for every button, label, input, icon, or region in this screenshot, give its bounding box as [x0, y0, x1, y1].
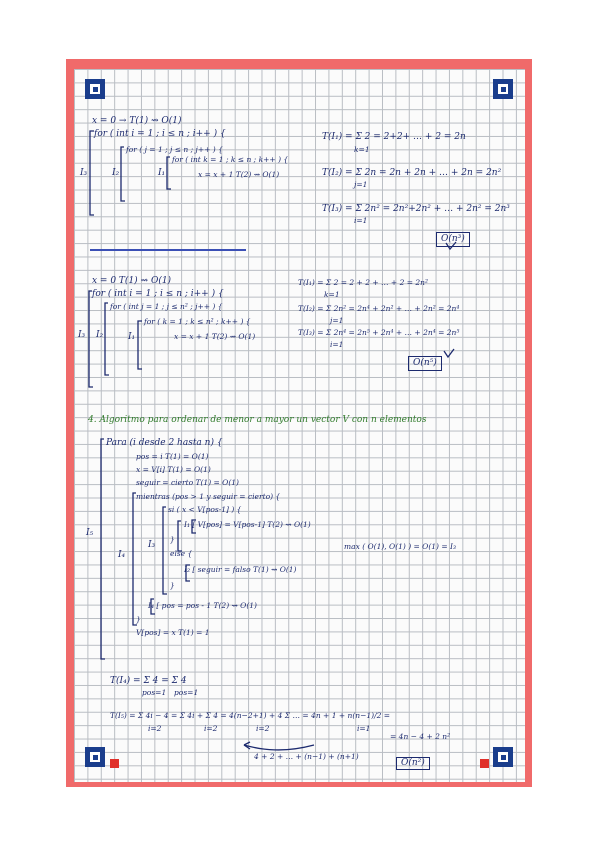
- s3-max-expression: max ( O(1), O(1) ) = O(1) = I₃: [344, 542, 456, 551]
- s3-t-I5: T(I₅) = Σ 4i − 4 = Σ 4i + Σ 4 = 4(n−2+1) + 4 Σ … = 4n + 1 + n(n−1)/2 =: [110, 711, 391, 720]
- s1-line-4: for ( int k = 1 ; k ≤ n ; k++ ) {: [172, 155, 289, 164]
- s1-label-I3: I₃: [80, 168, 88, 178]
- s2-label-I2: I₂: [96, 330, 104, 340]
- s3-t-I4-sub-a: pos=1: [142, 688, 167, 697]
- s1-label-I2: I₂: [112, 168, 120, 178]
- divider-line: [90, 249, 246, 251]
- s3-line-1: Para (i desde 2 hasta n) {: [106, 438, 223, 448]
- s2-eq-3: T(I₃) = Σ 2n⁴ = 2n⁵ + 2n⁴ + … + 2n⁴ = 2n⁵: [298, 328, 460, 337]
- s2-line-3: for ( int j = 1 ; j ≤ n² ; j++ ) {: [110, 302, 223, 311]
- s3-label-I5: I₅: [86, 528, 94, 538]
- s3-line-8: }: [170, 535, 175, 544]
- s2-label-I1: I₁: [128, 332, 136, 342]
- s2-line-1: x = 0 T(1) ⇝ O(1): [92, 276, 172, 286]
- s3-line-2: pos = i T(1) = O(1): [136, 452, 209, 461]
- s3-t-I5-sub-b: i=2: [204, 724, 218, 733]
- s1-line-1: x = 0 → T(1) ⇝ O(1): [92, 116, 182, 126]
- s2-eq-2-sub: j=1: [330, 316, 344, 325]
- s3-answer-box: O(n²): [396, 757, 430, 770]
- s2-eq-1-sub: k=1: [324, 290, 340, 299]
- grid-paper-sheet: [74, 69, 525, 782]
- s1-answer-box: O(n³): [436, 232, 470, 247]
- s3-line-4: seguir = cierto T(1) = O(1): [136, 478, 239, 487]
- s2-line-4: for ( k = 1 ; k ≤ n² ; k++ ) {: [144, 317, 251, 326]
- s1-label-I1: I₁: [158, 168, 166, 178]
- s1-eq-2-sub: j=1: [354, 180, 368, 189]
- s2-eq-1: T(I₁) = Σ 2 = 2 + 2 + … + 2 = 2n²: [298, 278, 429, 287]
- s3-label-I3: I₃: [148, 540, 156, 550]
- s1-line-3: for ( j = 1 ; j ≤ n ; j++ ) {: [126, 145, 223, 154]
- s3-t-I4-sub-b: pos=1: [174, 688, 199, 697]
- s3-label-I4: I₄: [118, 550, 126, 560]
- s3-line-12: I₄ [ pos = pos - 1 T(2) ⇝ O(1): [148, 601, 257, 610]
- s3-t-I5-continuation: = 4n − 4 + 2 n²: [390, 732, 451, 741]
- s2-label-I3: I₃: [78, 330, 86, 340]
- s3-t-I5-sub-d: i=1: [357, 724, 371, 733]
- s1-eq-3: T(I₃) = Σ 2n² = 2n²+2n² + … + 2n² = 2n³: [322, 204, 510, 214]
- s3-line-7: I₁ [ V[pos] = V[pos-1] T(2) ⇝ O(1): [184, 520, 311, 529]
- s3-line-11: }: [170, 581, 175, 590]
- s3-line-14: V[pos] = x T(1) = 1: [136, 628, 210, 637]
- s1-eq-3-sub: i=1: [354, 216, 368, 225]
- s3-line-10: I₂ [ seguir = falso T(1) ⇝ O(1): [184, 565, 297, 574]
- s2-eq-3-sub: i=1: [330, 340, 344, 349]
- s3-line-3: x = V[i] T(1) = O(1): [136, 465, 211, 474]
- s1-eq-1: T(I₁) = Σ 2 = 2+2+ … + 2 = 2n: [322, 132, 466, 142]
- s1-eq-2: T(I₂) = Σ 2n = 2n + 2n + … + 2n = 2n²: [322, 168, 502, 178]
- s1-line-2: for ( int i = 1 ; i ≤ n ; i++ ) {: [94, 129, 226, 139]
- s2-line-2: for ( int i = 1 ; i ≤ n ; i++ ) {: [92, 289, 224, 299]
- s2-answer-box: O(n⁵): [408, 356, 442, 371]
- s3-t-I5-sub-a: i=2: [148, 724, 162, 733]
- s1-eq-1-sub: k=1: [354, 145, 370, 154]
- s3-t-I5-sub-c: i=2: [256, 724, 270, 733]
- s3-line-9: else {: [170, 549, 193, 558]
- s2-eq-2: T(I₂) = Σ 2n² = 2n⁴ + 2n² + … + 2n² = 2n⁴: [298, 304, 460, 313]
- s3-series-note: 4 + 2 + … + (n−1) + (n+1): [254, 752, 359, 761]
- s3-line-6: si ( x < V[pos-1] ) {: [168, 505, 242, 514]
- s3-line-5: mientras (pos > 1 y seguir = cierto) {: [136, 492, 281, 501]
- s3-heading: 4. Algoritmo para ordenar de menor a mayor un vector V con n elementos: [88, 415, 427, 425]
- s2-line-5: x = x + 1 T(2) ⇝ O(1): [174, 332, 256, 341]
- s1-line-5: x = x + 1 T(2) ⇝ O(1): [198, 170, 280, 179]
- s3-line-13: }: [136, 615, 141, 624]
- s3-t-I4: T(I₄) = Σ 4 = Σ 4: [110, 676, 187, 686]
